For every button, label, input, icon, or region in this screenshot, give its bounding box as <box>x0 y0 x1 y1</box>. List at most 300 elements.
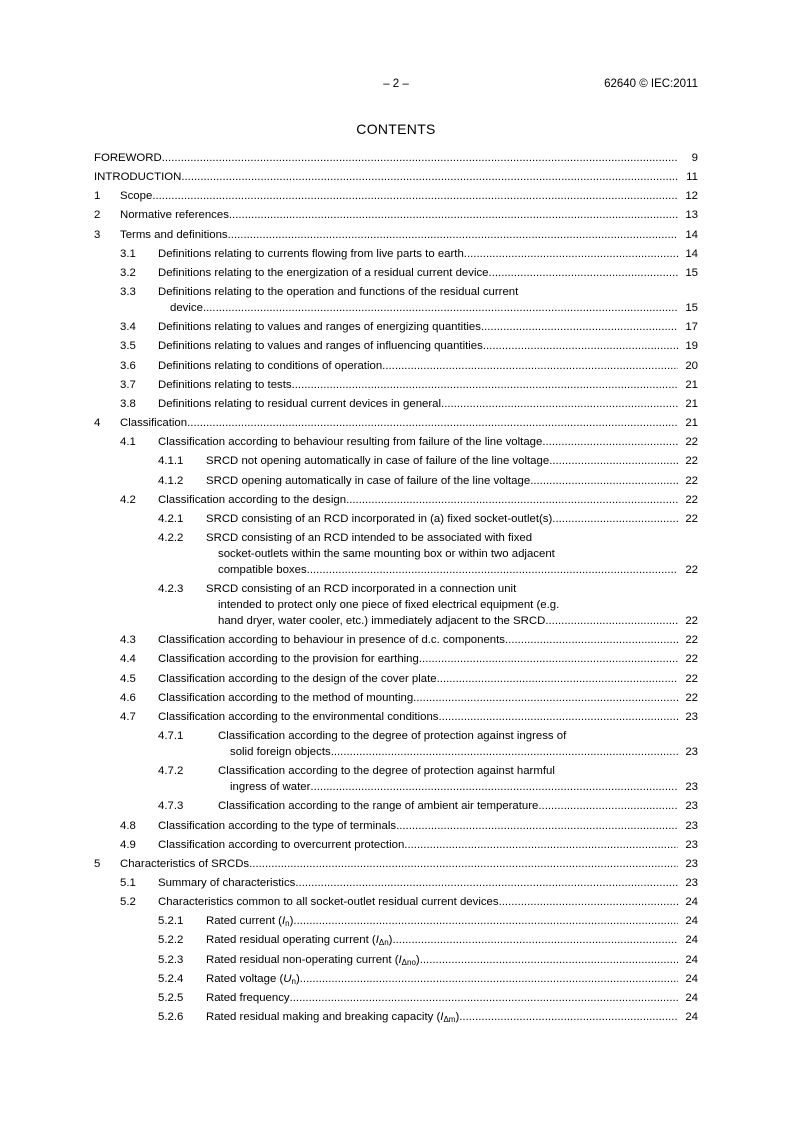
page-ref: 21 <box>685 417 698 430</box>
entry-title-line <box>158 894 678 910</box>
entry-title: Summary of characteristics <box>158 877 296 889</box>
toc-entry[interactable] <box>94 169 698 185</box>
toc-entry[interactable] <box>94 358 698 374</box>
page-ref: 15 <box>685 302 698 315</box>
entry-title-with-symbol <box>206 952 420 968</box>
toc-entry[interactable] <box>94 396 698 412</box>
entry-title: Classification according to the environmental conditions <box>158 710 439 723</box>
entry-title: Classification according to behaviour resulting from failure of the line voltage <box>158 436 543 449</box>
dot-leader <box>404 837 678 853</box>
page-ref: 22 <box>685 634 698 647</box>
symbol: I <box>375 934 379 947</box>
page-ref: 14 <box>685 247 698 260</box>
entry-title-line <box>206 1009 678 1025</box>
toc-entry[interactable] <box>94 651 698 667</box>
entry-title: Definitions relating to currents flowing from live parts to earth <box>158 247 464 260</box>
entry-title-block <box>158 358 678 374</box>
entry-title: Rated frequency <box>206 991 290 1004</box>
entry-title-block <box>206 453 678 469</box>
dot-leader <box>187 415 678 431</box>
entry-title-block <box>158 837 678 853</box>
symbol-subscript: n <box>291 976 296 986</box>
page-ref: 22 <box>685 493 698 506</box>
entry-title-block <box>120 415 678 431</box>
entry-title: Rated voltage ( <box>206 972 284 985</box>
page-ref: 23 <box>685 710 698 723</box>
entry-title-block <box>120 856 678 872</box>
entry-title: Characteristics of SRCDs <box>120 857 250 870</box>
entry-title: Definitions relating to tests <box>158 378 292 391</box>
toc-entry[interactable] <box>94 530 698 578</box>
entry-title-line <box>94 150 678 166</box>
section-number: 4.7.3 <box>158 800 184 813</box>
entry-title-with-symbol <box>206 1009 459 1025</box>
entry-title-line <box>206 952 678 968</box>
entry-title-block <box>158 709 678 725</box>
entry-title-continuation: ingress of water <box>230 781 311 794</box>
entry-title-block <box>158 265 678 281</box>
page-ref: 22 <box>685 512 698 525</box>
entry-title-block <box>158 434 678 450</box>
page-number: – 2 – <box>383 78 409 90</box>
page-ref: 24 <box>685 953 698 966</box>
entry-title: Definitions relating to conditions of operation <box>158 359 383 372</box>
entry-title: Definitions relating to values and ranges of energizing quantities <box>158 321 481 334</box>
section-number: 3.3 <box>120 286 136 299</box>
page-ref: 24 <box>685 991 698 1004</box>
section-number: 5.2.6 <box>158 1011 184 1024</box>
toc-entry[interactable] <box>94 671 698 687</box>
entry-title-block <box>158 875 678 891</box>
entry-title: Rated residual non-operating current ( <box>206 953 399 966</box>
section-number: 3.5 <box>120 340 136 353</box>
dot-leader <box>396 818 678 834</box>
entry-title-block <box>218 763 678 795</box>
dot-leader <box>413 690 678 706</box>
section-number: 5.2.3 <box>158 953 184 966</box>
toc-entry[interactable] <box>94 798 698 814</box>
section-number: 4.9 <box>120 838 136 851</box>
dot-leader <box>542 434 678 450</box>
entry-title-line <box>206 990 678 1006</box>
entry-title-line <box>158 396 678 412</box>
section-number: 4.7 <box>120 710 136 723</box>
entry-title: SRCD opening automatically in case of failure of the line voltage <box>206 474 531 487</box>
symbol-subscript: Δno <box>401 957 416 967</box>
page-title: CONTENTS <box>356 121 436 137</box>
entry-title: SRCD consisting of an RCD incorporated in a connection unit <box>206 583 517 596</box>
entry-title-block <box>218 798 678 814</box>
entry-title-line <box>206 932 678 948</box>
entry-title-line <box>158 818 678 834</box>
entry-title-block <box>158 319 678 335</box>
page-ref: 23 <box>685 857 698 870</box>
dot-leader <box>483 338 678 354</box>
section-number: 5.2.2 <box>158 934 184 947</box>
page-ref: 22 <box>685 691 698 704</box>
entry-title: Definitions relating to the operation and functions of the residual current <box>158 286 519 299</box>
entry-title: Classification according to the method of mounting <box>158 691 414 704</box>
page-ref: 9 <box>691 152 698 164</box>
section-number: 4.7.2 <box>158 765 184 778</box>
entry-title: Scope <box>120 190 153 203</box>
entry-title-continuation: solid foreign objects <box>230 746 331 759</box>
symbol-close: ) <box>388 934 393 947</box>
entry-title-last-line <box>206 613 678 629</box>
dot-leader <box>307 562 678 578</box>
entry-title-block <box>158 818 678 834</box>
entry-title-block <box>94 150 678 166</box>
dot-leader <box>420 952 678 968</box>
entry-title: Rated current ( <box>206 915 282 928</box>
entry-title-line <box>206 473 678 489</box>
page-ref: 22 <box>685 653 698 666</box>
entry-title-with-symbol <box>206 913 293 929</box>
entry-title-line <box>158 632 678 648</box>
toc-entry[interactable] <box>94 492 698 508</box>
entry-title: Classification <box>120 417 188 430</box>
entry-title-last-line <box>218 779 678 795</box>
entry-title-line <box>206 530 678 546</box>
entry-title-continuation: socket-outlets within the same mounting box or within two adjacent <box>218 547 555 560</box>
entry-title: Classification according to the provision for earthing <box>158 653 419 666</box>
entry-title-block <box>158 894 678 910</box>
symbol: I <box>440 1011 444 1024</box>
toc-entry[interactable] <box>94 284 698 316</box>
page-ref: 13 <box>685 209 698 222</box>
entry-title-block <box>94 169 678 185</box>
entry-title-line <box>158 246 678 262</box>
entry-title: Definitions relating to values and ranges of influencing quantities <box>158 340 483 353</box>
toc-entry[interactable] <box>94 690 698 706</box>
dot-leader <box>499 894 678 910</box>
section-number: 4.4 <box>120 653 136 666</box>
symbol-subscript: Δn <box>378 938 389 948</box>
toc-entry[interactable] <box>94 207 698 223</box>
section-number: 4.6 <box>120 691 136 704</box>
entry-title-line <box>158 690 678 706</box>
section-number: 4.5 <box>120 672 136 685</box>
dot-leader <box>459 1009 678 1025</box>
entry-title: Classification according to the type of terminals <box>158 819 397 832</box>
dot-leader <box>464 246 678 262</box>
entry-title-continuation: intended to protect only one piece of fixed electrical equipment (e.g. <box>218 599 560 612</box>
entry-title-block <box>206 952 678 968</box>
toc-entry[interactable] <box>94 150 698 166</box>
page-ref: 22 <box>685 615 698 628</box>
entry-title-line <box>158 338 678 354</box>
entry-title: Definitions relating to residual current devices in general <box>158 397 442 410</box>
entry-title-line <box>94 169 678 185</box>
page-header <box>94 78 698 94</box>
toc-entry[interactable] <box>94 932 698 948</box>
symbol-close: ) <box>455 1011 460 1024</box>
dot-leader <box>300 971 678 987</box>
section-number: 3.7 <box>120 378 136 391</box>
section-number: 2 <box>94 209 101 222</box>
section-number: 5.2.5 <box>158 991 184 1004</box>
toc-entry[interactable] <box>94 473 698 489</box>
entry-title-line <box>120 227 678 243</box>
dot-leader <box>293 913 678 929</box>
entry-title-line <box>218 728 678 744</box>
entry-title: Rated residual operating current ( <box>206 934 376 947</box>
entry-title-line <box>206 511 678 527</box>
page-ref: 22 <box>685 455 698 468</box>
entry-title-block <box>206 511 678 527</box>
entry-title-line <box>158 319 678 335</box>
entry-title-block <box>158 671 678 687</box>
entry-title-line <box>158 651 678 667</box>
dot-leader <box>249 856 678 872</box>
entry-title-block <box>206 990 678 1006</box>
section-number: 5 <box>94 857 101 870</box>
dot-leader <box>331 744 678 760</box>
entry-title-continuation: hand dryer, water cooler, etc.) immediately adjacent to the SRCD <box>218 615 546 628</box>
page-ref: 19 <box>685 340 698 353</box>
dot-leader <box>290 990 678 1006</box>
toc-entry[interactable] <box>94 763 698 795</box>
entry-title-block <box>158 377 678 393</box>
entry-title-block <box>206 971 678 987</box>
toc-entry[interactable] <box>94 227 698 243</box>
entry-title-line <box>158 875 678 891</box>
entry-title: Rated residual making and breaking capacity ( <box>206 1011 441 1024</box>
page-ref: 21 <box>685 378 698 391</box>
dot-leader <box>538 798 678 814</box>
section-number: 4.1.1 <box>158 455 184 468</box>
section-number: 4.1.2 <box>158 474 184 487</box>
entry-title: Normative references <box>120 209 229 222</box>
entry-title-line <box>206 971 678 987</box>
entry-title: Classification according to the range of ambient air temperature <box>218 800 539 813</box>
entry-title-block <box>120 188 678 204</box>
dot-leader <box>346 492 678 508</box>
entry-title: Definitions relating to the energization of a residual current device <box>158 266 489 279</box>
section-number: 4.2 <box>120 493 136 506</box>
dot-leader <box>552 511 678 527</box>
entry-title-continuation: device <box>170 302 203 315</box>
document-id: 62640 © IEC:2011 <box>604 78 698 90</box>
entry-title-last-line <box>218 744 678 760</box>
entry-title-block <box>218 728 678 760</box>
page-ref: 24 <box>685 972 698 985</box>
toc-entry[interactable] <box>94 1009 698 1025</box>
dot-leader <box>489 265 678 281</box>
entry-title: SRCD consisting of an RCD intended to be associated with fixed <box>206 531 533 544</box>
entry-title: Characteristics common to all socket-outlet residual current devices <box>158 896 499 909</box>
section-number: 1 <box>94 190 101 203</box>
entry-title-with-symbol <box>206 932 392 948</box>
entry-title: Classification according to the design of the cover plate <box>158 672 437 685</box>
page-ref: 22 <box>685 563 698 576</box>
dot-leader <box>530 473 678 489</box>
entry-title-block <box>158 396 678 412</box>
toc-entry[interactable] <box>94 377 698 393</box>
dot-leader <box>505 632 678 648</box>
page-ref: 21 <box>685 397 698 410</box>
toc-entry[interactable] <box>94 837 698 853</box>
dot-leader <box>229 207 678 223</box>
page-ref: 24 <box>685 934 698 947</box>
dot-leader <box>549 453 678 469</box>
table-of-contents <box>94 150 698 1028</box>
page-ref: 23 <box>685 819 698 832</box>
entry-title-block <box>206 913 678 929</box>
entry-title: Classification according to overcurrent protection <box>158 838 405 851</box>
entry-title-block <box>120 207 678 223</box>
toc-entry[interactable] <box>94 913 698 929</box>
entry-title: SRCD consisting of an RCD incorporated in (a) fixed socket-outlet(s) <box>206 512 553 525</box>
page-ref: 23 <box>685 838 698 851</box>
dot-leader <box>295 875 678 891</box>
entry-title-block <box>206 932 678 948</box>
entry-title-line <box>218 798 678 814</box>
entry-title-last-line <box>206 562 678 578</box>
dot-leader <box>545 613 678 629</box>
page-ref: 11 <box>686 171 698 184</box>
dot-leader <box>382 358 678 374</box>
entry-title-line <box>158 377 678 393</box>
page-ref: 24 <box>685 915 698 928</box>
entry-title-block <box>120 227 678 243</box>
entry-title-line <box>206 913 678 929</box>
toc-entry[interactable] <box>94 246 698 262</box>
symbol-close: ) <box>415 953 420 966</box>
page-ref: 22 <box>685 474 698 487</box>
toc-entry[interactable] <box>94 856 698 872</box>
toc-entry[interactable] <box>94 265 698 281</box>
section-number: 5.2.4 <box>158 972 184 985</box>
entry-title-block <box>206 530 678 578</box>
dot-leader <box>181 169 678 185</box>
dot-leader <box>162 150 678 166</box>
entry-title-line <box>158 265 678 281</box>
entry-title-line <box>158 671 678 687</box>
dot-leader <box>419 651 678 667</box>
symbol-close: ) <box>289 915 294 928</box>
toc-entry[interactable] <box>94 632 698 648</box>
entry-title: FOREWORD <box>94 152 162 164</box>
symbol: I <box>281 915 286 928</box>
section-number: 5.2.1 <box>158 915 184 928</box>
page-ref: 22 <box>685 672 698 685</box>
section-number: 3.8 <box>120 397 136 410</box>
entry-title-line <box>158 709 678 725</box>
entry-title-block <box>158 284 678 316</box>
toc-entry[interactable] <box>94 990 698 1006</box>
toc-entry[interactable] <box>94 453 698 469</box>
entry-title-line <box>120 207 678 223</box>
page-ref: 15 <box>685 266 698 279</box>
entry-title-line <box>206 581 678 597</box>
page-ref: 24 <box>685 896 698 909</box>
page-ref: 17 <box>685 321 698 334</box>
symbol: U <box>283 972 292 985</box>
section-number: 4.3 <box>120 634 136 647</box>
entry-title-line <box>158 837 678 853</box>
section-number: 3 <box>94 228 101 241</box>
section-number: 4.7.1 <box>158 730 184 743</box>
section-number: 5.2 <box>120 896 136 909</box>
section-number: 3.2 <box>120 266 136 279</box>
page-ref: 24 <box>685 1011 698 1024</box>
entry-title-line <box>158 492 678 508</box>
section-number: 4 <box>94 417 101 430</box>
toc-entry[interactable] <box>94 338 698 354</box>
dot-leader <box>437 671 678 687</box>
entry-title: Classification according to behaviour in presence of d.c. components <box>158 634 505 647</box>
toc-entry[interactable] <box>94 415 698 431</box>
entry-title-line <box>218 763 678 779</box>
toc-entry[interactable] <box>94 894 698 910</box>
section-number: 4.8 <box>120 819 136 832</box>
entry-title: Classification according to the degree of protection against ingress of <box>218 730 567 743</box>
entry-title-block <box>206 473 678 489</box>
entry-title-line <box>120 188 678 204</box>
toc-entry[interactable] <box>94 875 698 891</box>
entry-title: Classification according to the design <box>158 493 347 506</box>
entry-title: Classification according to the degree of protection against harmful <box>218 765 555 778</box>
symbol: I <box>398 953 402 966</box>
dot-leader <box>441 396 678 412</box>
dot-leader <box>310 779 678 795</box>
page-ref: 23 <box>685 877 698 889</box>
entry-title-line <box>120 415 678 431</box>
entry-title: SRCD not opening automatically in case of failure of the line voltage <box>206 455 550 468</box>
dot-leader <box>392 932 678 948</box>
entry-title-continuation: compatible boxes <box>218 563 307 576</box>
entry-title-block <box>206 581 678 629</box>
section-number: 3.6 <box>120 359 136 372</box>
entry-title-last-line <box>158 300 678 316</box>
toc-entry[interactable] <box>94 188 698 204</box>
entry-title-line <box>158 358 678 374</box>
entry-title-block <box>158 651 678 667</box>
dot-leader <box>203 300 678 316</box>
toc-entry[interactable] <box>94 319 698 335</box>
toc-entry[interactable] <box>94 511 698 527</box>
dot-leader <box>292 377 678 393</box>
section-number: 5.1 <box>120 877 136 889</box>
entry-title-block <box>206 1009 678 1025</box>
entry-title-block <box>158 690 678 706</box>
page-ref: 23 <box>685 800 698 813</box>
page-ref: 23 <box>685 746 698 759</box>
toc-entry[interactable] <box>94 952 698 968</box>
dot-leader <box>481 319 678 335</box>
toc-entry[interactable] <box>94 581 698 629</box>
toc-entry[interactable] <box>94 971 698 987</box>
entry-title: INTRODUCTION <box>94 171 182 184</box>
section-number: 4.1 <box>120 436 136 449</box>
toc-entry[interactable] <box>94 709 698 725</box>
toc-entry[interactable] <box>94 818 698 834</box>
entry-title-block <box>158 338 678 354</box>
dot-leader <box>439 709 679 725</box>
entry-title-block <box>158 246 678 262</box>
page-ref: 23 <box>685 781 698 794</box>
symbol-subscript: Δm <box>443 1015 456 1025</box>
section-number: 4.2.3 <box>158 583 184 596</box>
toc-entry[interactable] <box>94 434 698 450</box>
symbol-close: ) <box>295 972 300 985</box>
entry-title-line <box>158 434 678 450</box>
entry-title-block <box>158 632 678 648</box>
page-ref: 22 <box>685 436 698 449</box>
toc-entry[interactable] <box>94 728 698 760</box>
section-number: 4.2.2 <box>158 531 184 544</box>
